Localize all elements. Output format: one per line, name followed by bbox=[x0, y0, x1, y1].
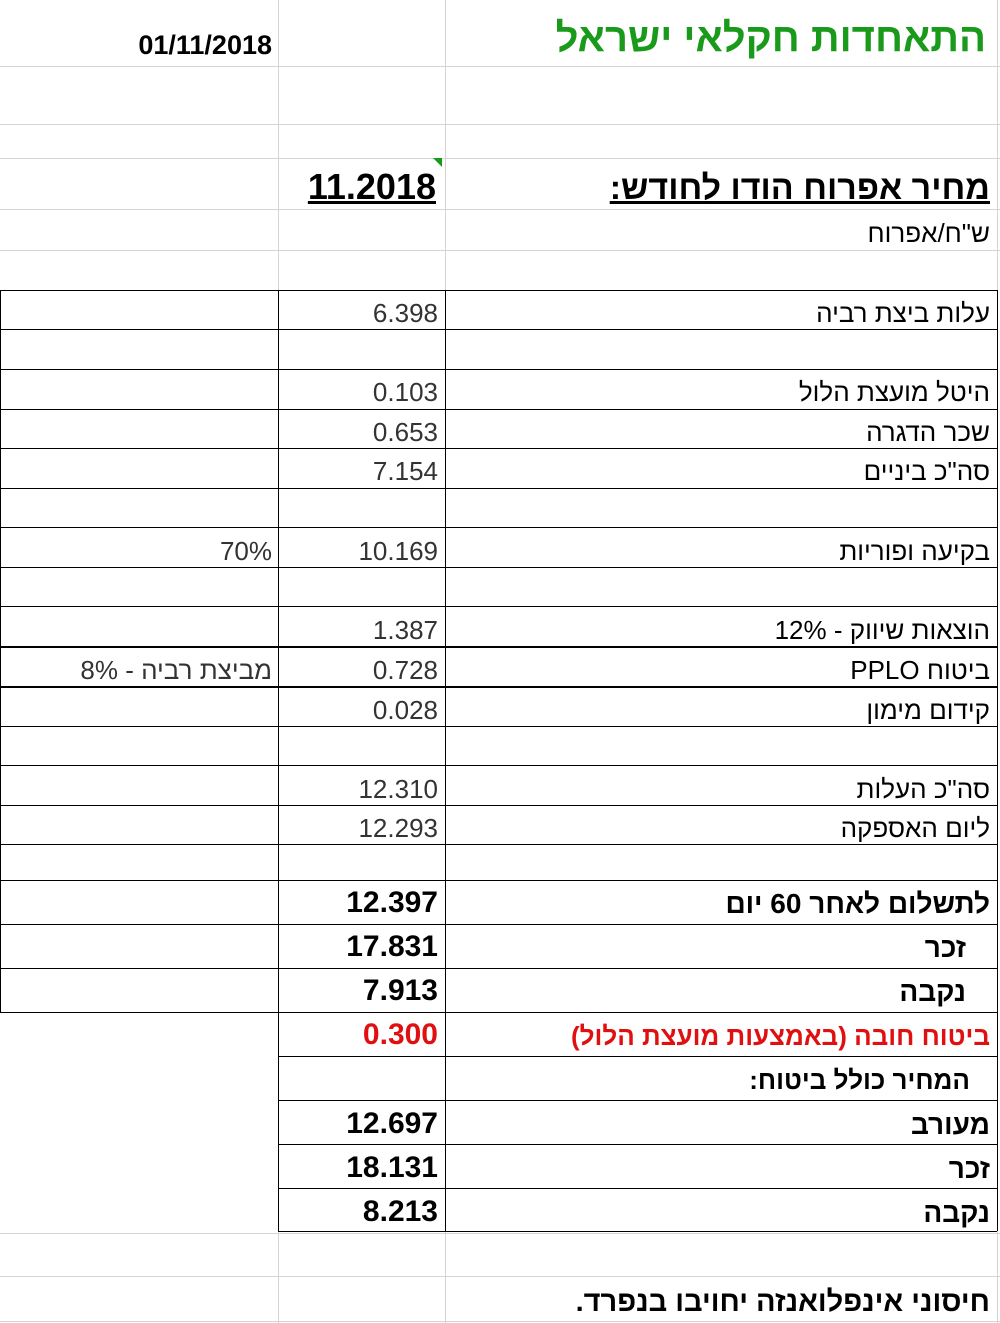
council-levy-label: היטל מועצת הלול bbox=[798, 377, 990, 407]
male-label: זכר bbox=[924, 932, 966, 963]
hatch-fertility-value: 10.169 bbox=[358, 536, 438, 566]
mandatory-insurance-label: ביטוח חובה (באמצעות מועצת הלול) bbox=[570, 1021, 990, 1051]
price-heading: מחיר אפרוח הודו לחודש: bbox=[609, 169, 990, 207]
footer-note: חיסוני אינפלואנזה יחויבו בנפרד. bbox=[575, 1286, 990, 1318]
egg-cost-label: עלות ביצת רביה bbox=[816, 298, 990, 328]
hatching-fee-label: שכר הדגרה bbox=[866, 417, 990, 447]
female-value: 7.913 bbox=[362, 974, 438, 1007]
pplo-insurance-label: ביטוח PPLO bbox=[850, 655, 990, 685]
hatch-fertility-note: 70% bbox=[219, 536, 272, 566]
financing-value: 0.028 bbox=[372, 695, 438, 725]
male-value: 17.831 bbox=[346, 930, 438, 963]
payment-after-60-value: 12.397 bbox=[346, 886, 438, 919]
price-month: 11.2018 bbox=[307, 166, 436, 207]
financing-label: קידום מימון bbox=[866, 695, 990, 725]
payment-after-60-label: לתשלום לאחר 60 יום bbox=[725, 888, 990, 919]
subtotal-label: סה"כ ביניים bbox=[863, 456, 990, 486]
cell-comment-marker bbox=[433, 158, 442, 167]
supply-day-label: ליום האספקה bbox=[840, 813, 990, 843]
total-cost-value: 12.310 bbox=[358, 774, 438, 804]
mixed-value: 12.697 bbox=[346, 1107, 438, 1140]
report-date: 01/11/2018 bbox=[138, 30, 272, 60]
male-insured-label: זכר bbox=[948, 1153, 990, 1184]
egg-cost-value: 6.398 bbox=[372, 298, 438, 328]
page-title: התאחדות חקלאי ישראל bbox=[555, 16, 986, 60]
mandatory-insurance-value: 0.300 bbox=[362, 1018, 438, 1051]
hatch-fertility-label: בקיעה ופוריות bbox=[839, 536, 990, 566]
total-cost-label: סה"כ העלות bbox=[856, 774, 990, 804]
insurance-price-heading: המחיר כולל ביטוח: bbox=[749, 1065, 970, 1095]
female-insured-label: נקבה bbox=[923, 1197, 990, 1228]
pplo-insurance-note: מביצת רביה - 8% bbox=[80, 655, 272, 685]
pplo-insurance-value: 0.728 bbox=[372, 655, 438, 685]
hatching-fee-value: 0.653 bbox=[372, 417, 438, 447]
council-levy-value: 0.103 bbox=[372, 377, 438, 407]
male-insured-value: 18.131 bbox=[346, 1151, 438, 1184]
subtotal-value: 7.154 bbox=[372, 456, 438, 486]
marketing-value: 1.387 bbox=[372, 615, 438, 645]
marketing-label: הוצאות שיווק - 12% bbox=[774, 615, 990, 645]
supply-day-value: 12.293 bbox=[358, 813, 438, 843]
female-label: נקבה bbox=[899, 976, 966, 1007]
mixed-label: מעורב bbox=[910, 1109, 990, 1140]
female-insured-value: 8.213 bbox=[362, 1195, 438, 1228]
unit-label: ש"ח/אפרוח bbox=[867, 218, 990, 248]
